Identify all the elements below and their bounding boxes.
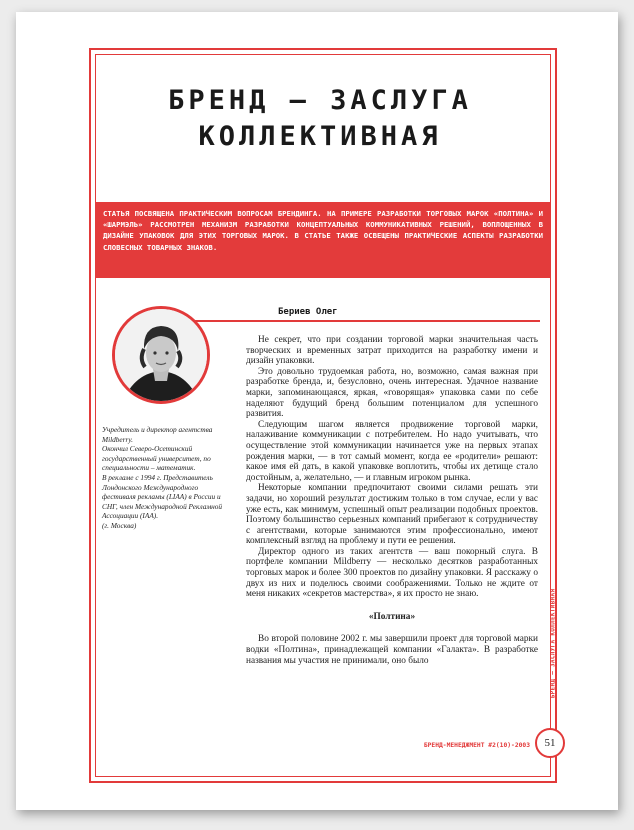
- article-body: [246, 335, 538, 666]
- page-number: 51: [535, 728, 565, 758]
- footer-journal-issue: БРЕНД-МЕНЕДЖМЕНТ #2(10)-2003: [423, 742, 530, 749]
- article-title: БРЕНД — ЗАСЛУГА КОЛЛЕКТИВНАЯ: [168, 85, 472, 152]
- bio-line: В рекламе с 1994 г. Представитель Лондонского Международного фестиваля рекламы (LIAA) в России и СНГ, член Международной Рекламной Ассоциации (IAA).: [102, 472, 223, 521]
- side-running-head: [548, 560, 558, 730]
- body-paragraph: Во второй половине 2002 г. мы завершили проект для торговой марки водки «Полтина», принадлежащей компании «Галакта». В разработке названия мы участия не принимали, оно было: [246, 634, 538, 666]
- author-divider: [190, 320, 540, 322]
- body-paragraph: Директор одного из таких агентств — ваш покорный слуга. В портфеле компании Mildberry — несколько десятков разработанных торговых марок и более 300 проектов по дизайну упаковки. Я расскажу о двух из них и поделюсь своими соображениями. Только не ждите от меня никаких «секретов мастерства», я их просто не знаю.: [246, 546, 538, 600]
- bio-line: Окончил Северо-Осетинский государственный университет, по специальности – математик.: [102, 444, 211, 473]
- body-paragraph: Это довольно трудоемкая работа, но, возможно, самая важная при разработке бренда, и, безусловно, очень интересная. Удачное название марки, запоминающаяся, яркая, «говорящая» упаковка сами по себе наделяют будущий бренд большим потенциалом для успешного развития.: [246, 366, 538, 420]
- author-portrait: [112, 306, 210, 404]
- body-paragraph: Некоторые компании предпочитают своими силами решать эти задачи, но хороший результат достижим только в том случае, если у вас уже есть, как минимум, успешный опыт реализации подобных проектов. Поэтому большинство серьезных компаний прибегают к сотрудничеству с агентствами, которые занимаются этим профессионально, имеют комплексный взгляд на проблему и пути ее решения.: [246, 483, 538, 547]
- portrait-photo: [115, 309, 207, 401]
- section-subheading: «Полтина»: [368, 611, 416, 622]
- side-running-head-text: БРЕНД — ЗАСЛУГА КОЛЛЕКТИВНАЯ: [549, 588, 557, 699]
- author-bio: [102, 425, 232, 531]
- body-paragraph: Не секрет, что при создании торговой марки значительная часть творческих и временных затрат приходится на разработку имени и дизайн упаковки.: [246, 335, 538, 367]
- author-name: Бериев Олег: [278, 307, 338, 317]
- body-paragraph: Следующим шагом является продвижение торговой марки, налаживание коммуникации с потребителем. Но надо учитывать, что осуществление этой коммуникации начинается уже на первых этапах рождения марки, — в тот самый момент, когда ее «родители» решают: какое имя ей дать, в какой упаковке воплотить, чтобы их детище стало достойным, а, желательно, — и главным игроком рынка.: [246, 419, 538, 483]
- lead-paragraph: СТАТЬЯ ПОСВЯЩЕНА ПРАКТИЧЕСКИМ ВОПРОСАМ БРЕНДИНГА. НА ПРИМЕРЕ РАЗРАБОТКИ ТОРГОВЫХ МАРОК «ПОЛТИНА» И «ШАРМЭЛЬ» РАССМОТРЕН МЕХАНИЗМ РАЗРАБОТКИ КОНЦЕПТУАЛЬНЫХ КОММУНИКАТИВНЫХ РЕШЕНИЙ, ВОПЛОЩЕННЫХ В ДИЗАЙНЕ УПАКОВОК ДЛЯ ЭТИХ ТОРГОВЫХ МАРОК. В СТАТЬЕ ТАКЖЕ ОСВЕЩЕНЫ ПРАКТИЧЕСКИЕ АСПЕКТЫ РАЗРАБОТКИ СЛОВЕСНЫХ ТОВАРНЫХ ЗНАКОВ.: [95, 202, 551, 278]
- bio-line: (г. Москва): [102, 520, 137, 530]
- bio-line: Учредитель и директор агентства Mildberry.: [102, 425, 213, 444]
